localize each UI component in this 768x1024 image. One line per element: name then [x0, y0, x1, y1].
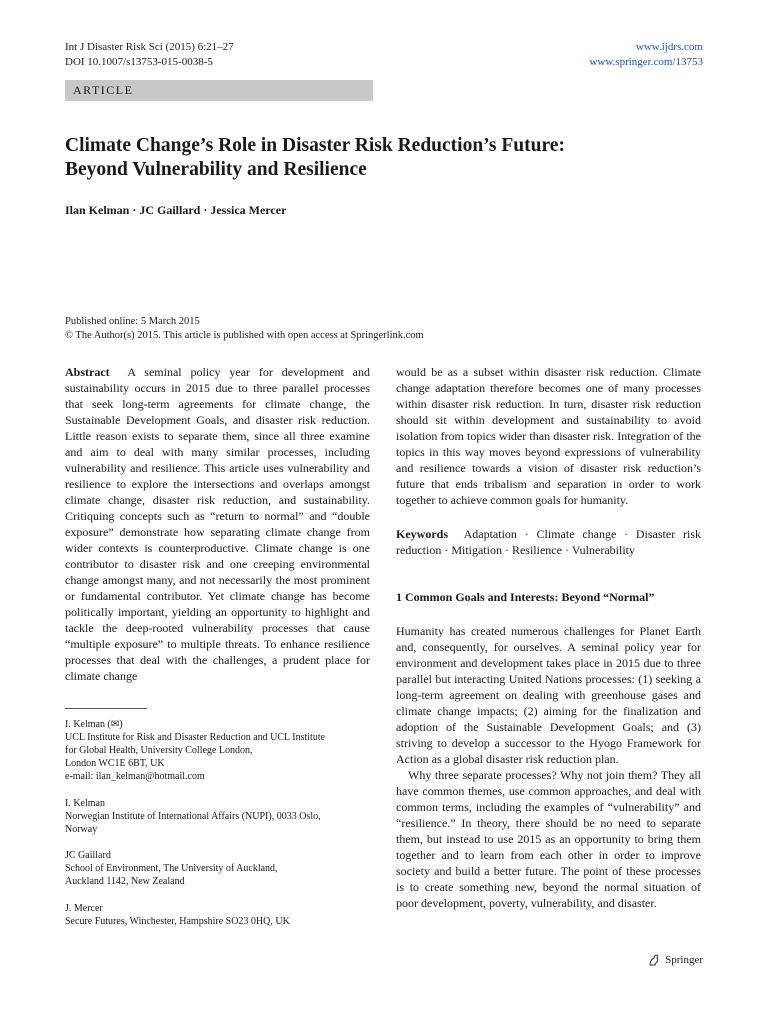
affiliation-line: School of Environment, The University of Auckland, — [65, 863, 278, 874]
publisher-name: Springer — [665, 954, 703, 966]
author-list: Ilan Kelman · JC Gaillard · Jessica Mercer — [65, 203, 287, 217]
publication-info — [65, 315, 424, 343]
journal-citation: Int J Disaster Risk Sci (2015) 6:21–27 — [65, 41, 234, 53]
journal-url-link[interactable]: www.ijdrs.com — [635, 41, 703, 53]
title-line-1: Climate Change’s Role in Disaster Risk Reduction’s Future: — [65, 135, 565, 156]
keywords-text: Adaptation · Climate change · Disaster risk reduction · Mitigation · Resilience · Vulnerability — [396, 527, 702, 557]
affiliation-line: for Global Health, University College London, — [65, 745, 253, 756]
publisher-footer — [647, 953, 703, 967]
affiliation-line: Norway — [65, 824, 98, 835]
abstract — [65, 364, 370, 684]
published-date: Published online: 5 March 2015 — [65, 316, 200, 327]
affiliation-3 — [65, 849, 370, 888]
affiliation-line: Norwegian Institute of International Affairs (NUPI), 0033 Oslo, — [65, 811, 321, 822]
affiliation-name: J. Mercer — [65, 903, 103, 914]
springer-horse-icon — [647, 953, 661, 967]
abstract-continued — [396, 364, 701, 558]
affiliation-line: London WC1E 6BT, UK — [65, 758, 165, 769]
paper-title — [65, 134, 705, 182]
springer-url-link[interactable]: www.springer.com/13753 — [589, 56, 703, 68]
keywords-label: Keywords — [396, 527, 448, 541]
journal-header-right — [589, 40, 703, 70]
abstract-label: Abstract — [65, 365, 110, 379]
abstract-text: A seminal policy year for development and sustainability occurs in 2015 due to three parallel processes that seek long-term agreements for climate change, the Sustainable Development Goals, and disaster risk reduction. Little reason exists to separate them, since all three examine and aim to deal with many similar processes, including vulnerability and resilience. This article uses vulnerability and resilience to explore the intersections and overlaps amongst climate change, disaster risk reduction, and sustainability. Critiquing concepts such as “return to normal” and “double exposure” demonstrate how separating climate change from wider contexts is counterproductive. Climate change is one contributor to disaster risk and one creeping environmental change amongst many, and not necessarily the most prominent or fundamental contributor. Yet climate change has become politically important, yielding an opportunity to highlight and tackle the deep-rooted vulnerability processes that cause “multiple exposure” to multiple threats. To enhance resilience processes that deal with the challenges, a prudent place for climate change — [65, 365, 370, 683]
affiliation-email-link[interactable]: e-mail: ilan_kelman@hotmail.com — [65, 771, 205, 782]
affiliation-line: Auckland 1142, New Zealand — [65, 876, 185, 887]
affiliation-4 — [65, 902, 370, 928]
footnote-divider — [65, 708, 147, 709]
affiliation-line: UCL Institute for Risk and Disaster Reduction and UCL Institute — [65, 732, 326, 743]
section-1-paragraph-2: Why three separate processes? Why not join them? They all have common themes, use common approaches, and deal with common terms, including the examples of “vulnerability” and “resilience.” In theory, there should be no need to separate them, but instead to use 2015 as an opportunity to bring them together and to learn from each other in order to improve society and build a better future. The point of these processes is to create something new, beyond the normal situation of poor development, poverty, vulnerability, and disaster. — [396, 768, 701, 910]
section-1-paragraph-1: Humanity has created numerous challenges for Planet Earth and, consequently, for ourselves. A seminal policy year for environment and development takes place in 2015 due to three parallel but interacting United Nations processes: (1) seeking a long-term agreement on dealing with greenhouse gases and climate change impacts; (2) aiming for the finalization and adoption of the Sustainable Development Goals; and (3) striving to develop a successor to the Hyogo Framework for Action as a global disaster risk reduction plan. — [396, 624, 701, 766]
keywords — [396, 526, 701, 558]
abstract-continued-text: would be as a subset within disaster risk reduction. Climate change adaptation therefore becomes one of many processes within disaster risk reduction. In turn, disaster risk reduction should sit within development and sustainability to avoid isolation from topics wider than disaster risk. Integration of the topics in this way moves beyond expressions of vulnerability and resilience towards a vision of disaster risk reduction’s future that ends tribalism and separation in order to work together to achieve common goals for humanity. — [396, 365, 701, 507]
affiliation-line: Secure Futures, Winchester, Hampshire SO23 0HQ, UK — [65, 916, 290, 927]
affiliation-name: I. Kelman (✉) — [65, 719, 123, 730]
copyright-notice: © The Author(s) 2015. This article is published with open access at Springerlink.com — [65, 330, 424, 341]
doi: DOI 10.1007/s13753-015-0038-5 — [65, 56, 213, 68]
journal-header-left — [65, 40, 234, 70]
affiliation-2 — [65, 797, 370, 836]
article-type-bar: ARTICLE — [65, 80, 373, 101]
affiliation-name: JC Gaillard — [65, 850, 111, 861]
title-line-2: Beyond Vulnerability and Resilience — [65, 159, 367, 180]
section-1-heading: 1 Common Goals and Interests: Beyond “Normal” — [396, 590, 655, 604]
affiliation-name: I. Kelman — [65, 798, 105, 809]
affiliation-1 — [65, 718, 370, 783]
section-1-body — [396, 623, 701, 911]
